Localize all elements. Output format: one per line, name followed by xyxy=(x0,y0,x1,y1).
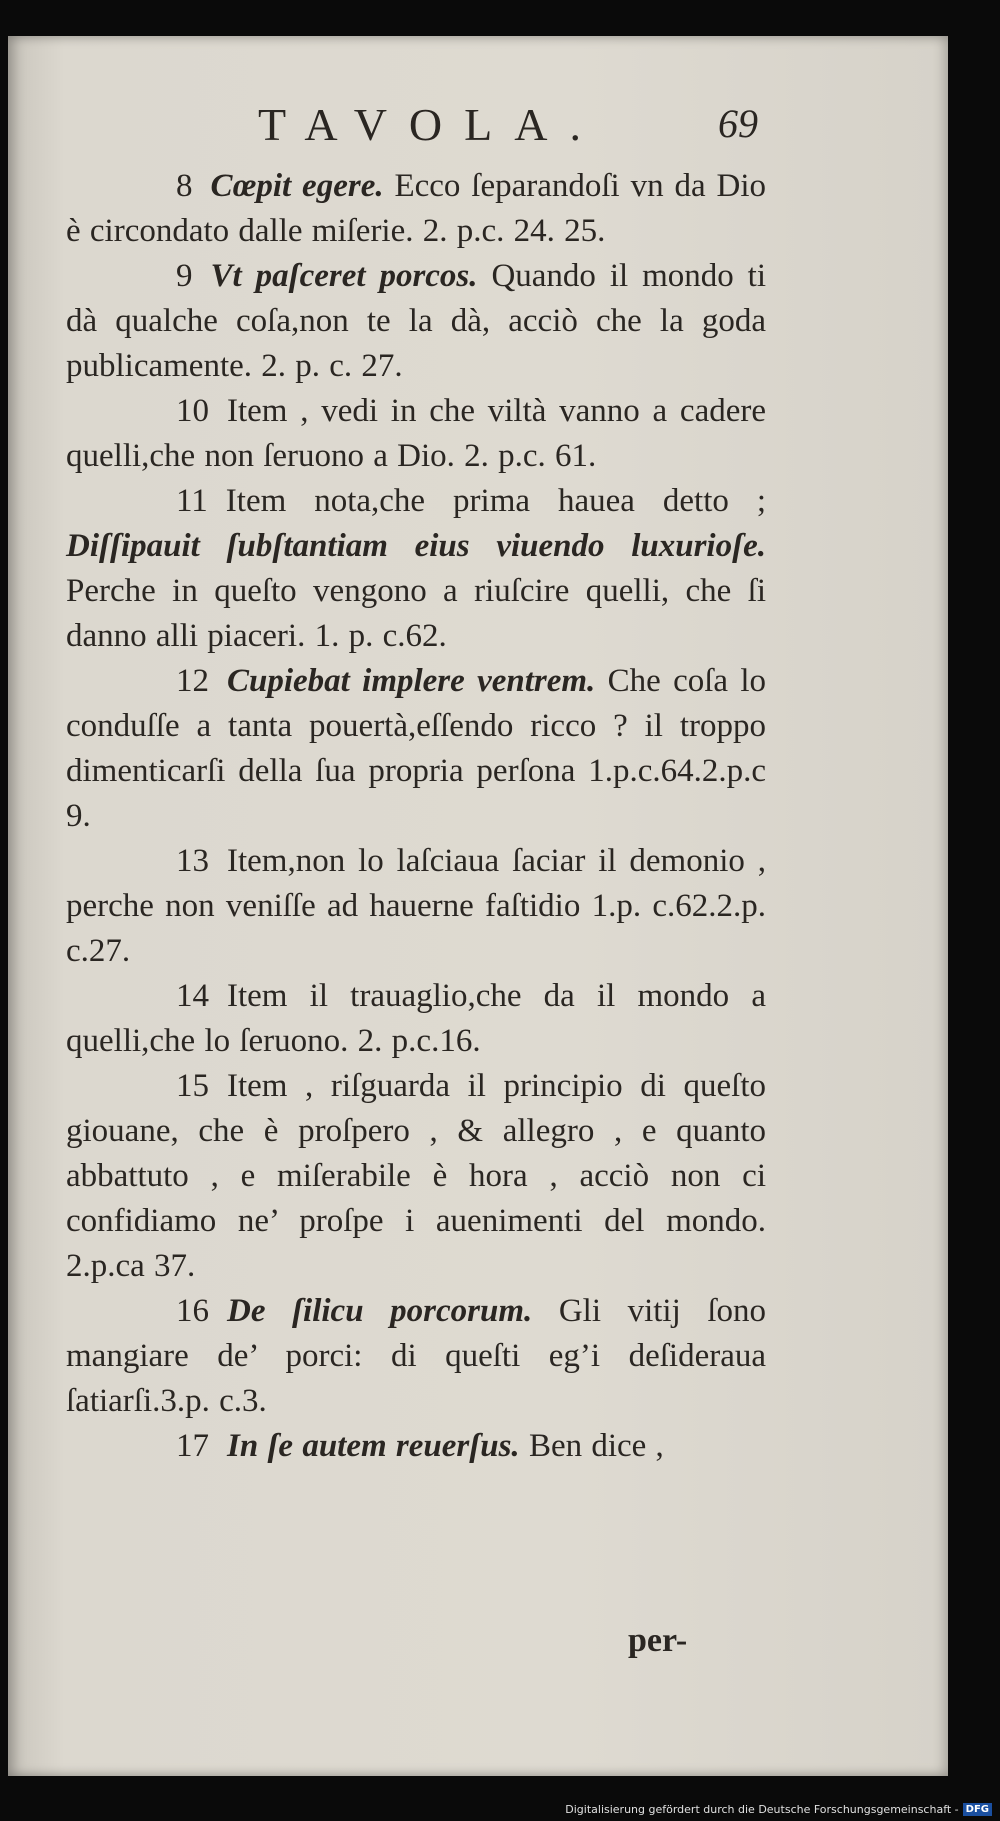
latin-phrase: Diſſipauit ſubſtantiam eius viuendo luxurioſe. xyxy=(66,528,766,564)
index-entry xyxy=(66,389,766,479)
index-entry xyxy=(66,1289,766,1424)
entry-text: Ben dice , xyxy=(519,1428,664,1464)
latin-phrase: Vt paſceret porcos. xyxy=(210,258,478,294)
dfg-logo: DFG xyxy=(963,1803,992,1816)
page-number: 69 xyxy=(718,101,758,146)
entry-number: 10 xyxy=(176,393,209,429)
index-entry xyxy=(66,1424,766,1469)
index-entries xyxy=(66,164,766,1469)
entry-text: Item nota,che prima hauea detto ; xyxy=(225,483,766,519)
entry-text: Item , riſguarda il principio di queſto giouane, che è proſpero , & allegro , e quanto abbattuto , e miſerabile è hora , acciò non ci confidiamo ne’ proſpe i auenimenti del mondo. 2.p.ca 37. xyxy=(66,1068,766,1284)
running-title: TAVOLA. xyxy=(258,99,603,150)
entry-number: 14 xyxy=(176,978,209,1014)
entry-number: 8 xyxy=(176,168,193,204)
entry-text: Item , vedi in che viltà vanno a cadere quelli,che non ſeruono a Dio. 2. p.c. 61. xyxy=(66,393,766,474)
entry-number: 15 xyxy=(176,1068,209,1104)
entry-text: Perche in queſto vengono a riuſcire quelli, che ſi danno alli piaceri. 1. p. c.62. xyxy=(66,573,766,654)
index-entry xyxy=(66,164,766,254)
latin-phrase: Cupiebat implere ventrem. xyxy=(227,663,596,699)
index-entry xyxy=(66,659,766,839)
footer-credit: Digitalisierung gefördert durch die Deutsche Forschungsgemeinschaft - xyxy=(565,1802,959,1816)
index-entry xyxy=(66,839,766,974)
entry-text: Quando il mondo ti dà qualche coſa,non te la dà, acciò che la goda publicamente. 2. p. c. 27. xyxy=(66,258,766,384)
entry-number: 11 xyxy=(176,483,208,519)
index-entry xyxy=(66,974,766,1064)
digitization-footer xyxy=(565,1801,992,1817)
catchword: per- xyxy=(628,1622,688,1659)
index-entry xyxy=(66,479,766,659)
index-entry xyxy=(66,254,766,389)
entry-number: 13 xyxy=(176,843,209,879)
latin-phrase: In ſe autem reuerſus. xyxy=(227,1428,520,1464)
entry-number: 9 xyxy=(176,258,193,294)
entry-text: Item il trauaglio,che da il mondo a quelli,che lo ſeruono. 2. p.c.16. xyxy=(66,978,766,1059)
entry-text: Item,non lo laſciaua ſaciar il demonio , perche non veniſſe ad hauerne faſtidio 1.p. c.62.2.p. c.27. xyxy=(66,843,766,969)
entry-text: Gli vitij ſono mangiare de’ porci: di queſti eg’i deſideraua ſatiarſi.3.p. c.3. xyxy=(66,1293,767,1419)
index-entry xyxy=(66,1064,766,1289)
entry-text: Che coſa lo conduſſe a tanta pouertà,eſſendo ricco ? il troppo dimenticarſi della ſua propria perſona 1.p.c.64.2.p.c 9. xyxy=(66,663,766,834)
entry-number: 17 xyxy=(176,1428,209,1464)
latin-phrase: De ſilicu porcorum. xyxy=(227,1293,533,1329)
entry-number: 12 xyxy=(176,663,209,699)
page-header xyxy=(8,98,948,158)
book-page xyxy=(8,36,948,1776)
entry-number: 16 xyxy=(176,1293,209,1329)
latin-phrase: Cœpit egere. xyxy=(210,168,384,204)
entry-text: Ecco ſeparandoſi vn da Dio è circondato dalle miſerie. 2. p.c. 24. 25. xyxy=(66,168,766,249)
